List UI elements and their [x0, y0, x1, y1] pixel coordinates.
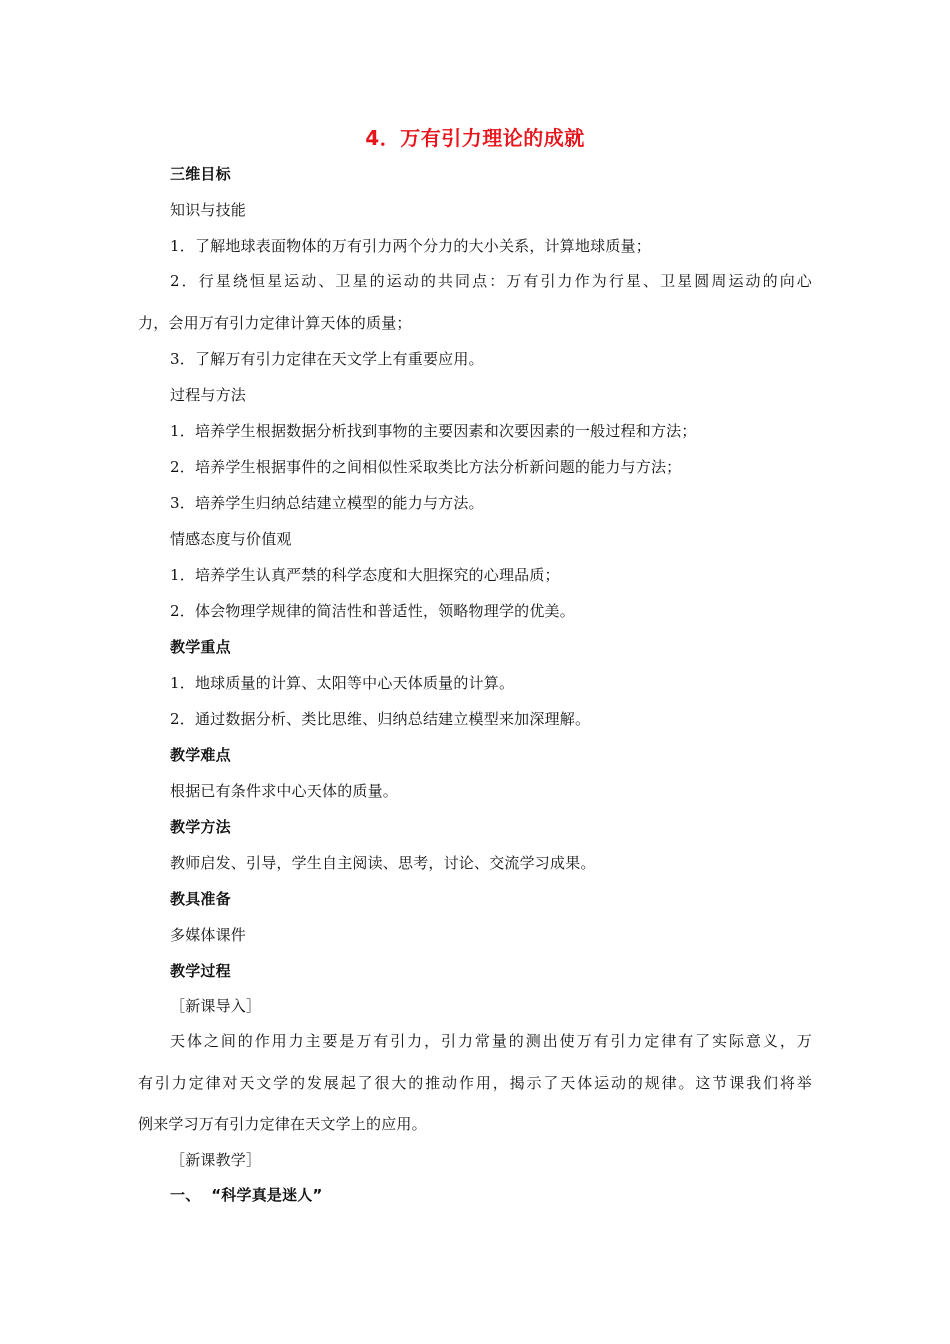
- intro-paragraph-line-2: 有引力定律对天文学的发展起了很大的推动作用，揭示了天体运动的规律。这节课我们将举: [138, 1074, 812, 1092]
- heading-goals: 三维目标: [170, 165, 231, 183]
- intro-paragraph-line-1: 天体之间的作用力主要是万有引力，引力常量的测出使万有引力定律有了实际意义，万: [170, 1032, 812, 1050]
- subheading-process: 过程与方法: [170, 386, 247, 404]
- process-item-1: 1．培养学生根据数据分析找到事物的主要因素和次要因素的一般过程和方法；: [170, 422, 697, 440]
- difficulty-text: 根据已有条件求中心天体的质量。: [170, 782, 399, 800]
- knowledge-item-1: 1．了解地球表面物体的万有引力两个分力的大小关系，计算地球质量；: [170, 237, 651, 255]
- heading-tools: 教具准备: [170, 890, 231, 908]
- page-title: 4．万有引力理论的成就: [365, 126, 585, 150]
- section-one-heading: 一、 “科学真是迷人”: [170, 1186, 323, 1204]
- process-item-2: 2．培养学生根据事件的之间相似性采取类比方法分析新问题的能力与方法；: [170, 458, 682, 476]
- knowledge-item-2-line-2: 力，会用万有引力定律计算天体的质量；: [138, 314, 412, 332]
- subheading-knowledge: 知识与技能: [170, 201, 247, 219]
- heading-difficulty: 教学难点: [170, 746, 231, 764]
- process-item-3: 3．培养学生归纳总结建立模型的能力与方法。: [170, 494, 484, 512]
- label-new-lesson-intro: ［新课导入］: [170, 997, 262, 1015]
- knowledge-item-2-line-1: 2．行星绕恒星运动、卫星的运动的共同点：万有引力作为行星、卫星圆周运动的向心: [170, 272, 812, 290]
- subheading-emotion: 情感态度与价值观: [170, 530, 292, 548]
- method-text: 教师启发、引导，学生自主阅读、思考，讨论、交流学习成果。: [170, 854, 596, 872]
- label-new-lesson-teaching: ［新课教学］: [170, 1151, 262, 1169]
- heading-method: 教学方法: [170, 818, 231, 836]
- tools-text: 多媒体课件: [170, 926, 247, 944]
- knowledge-item-3: 3．了解万有引力定律在天文学上有重要应用。: [170, 350, 484, 368]
- emotion-item-2: 2．体会物理学规律的简洁性和普适性，领略物理学的优美。: [170, 602, 575, 620]
- intro-paragraph-line-3: 例来学习万有引力定律在天文学上的应用。: [138, 1115, 427, 1133]
- key-item-1: 1．地球质量的计算、太阳等中心天体质量的计算。: [170, 674, 515, 692]
- key-item-2: 2．通过数据分析、类比思维、归纳总结建立模型来加深理解。: [170, 710, 591, 728]
- heading-teaching-process: 教学过程: [170, 962, 231, 980]
- heading-key-points: 教学重点: [170, 638, 231, 656]
- emotion-item-1: 1．培养学生认真严禁的科学态度和大胆探究的心理品质；: [170, 566, 560, 584]
